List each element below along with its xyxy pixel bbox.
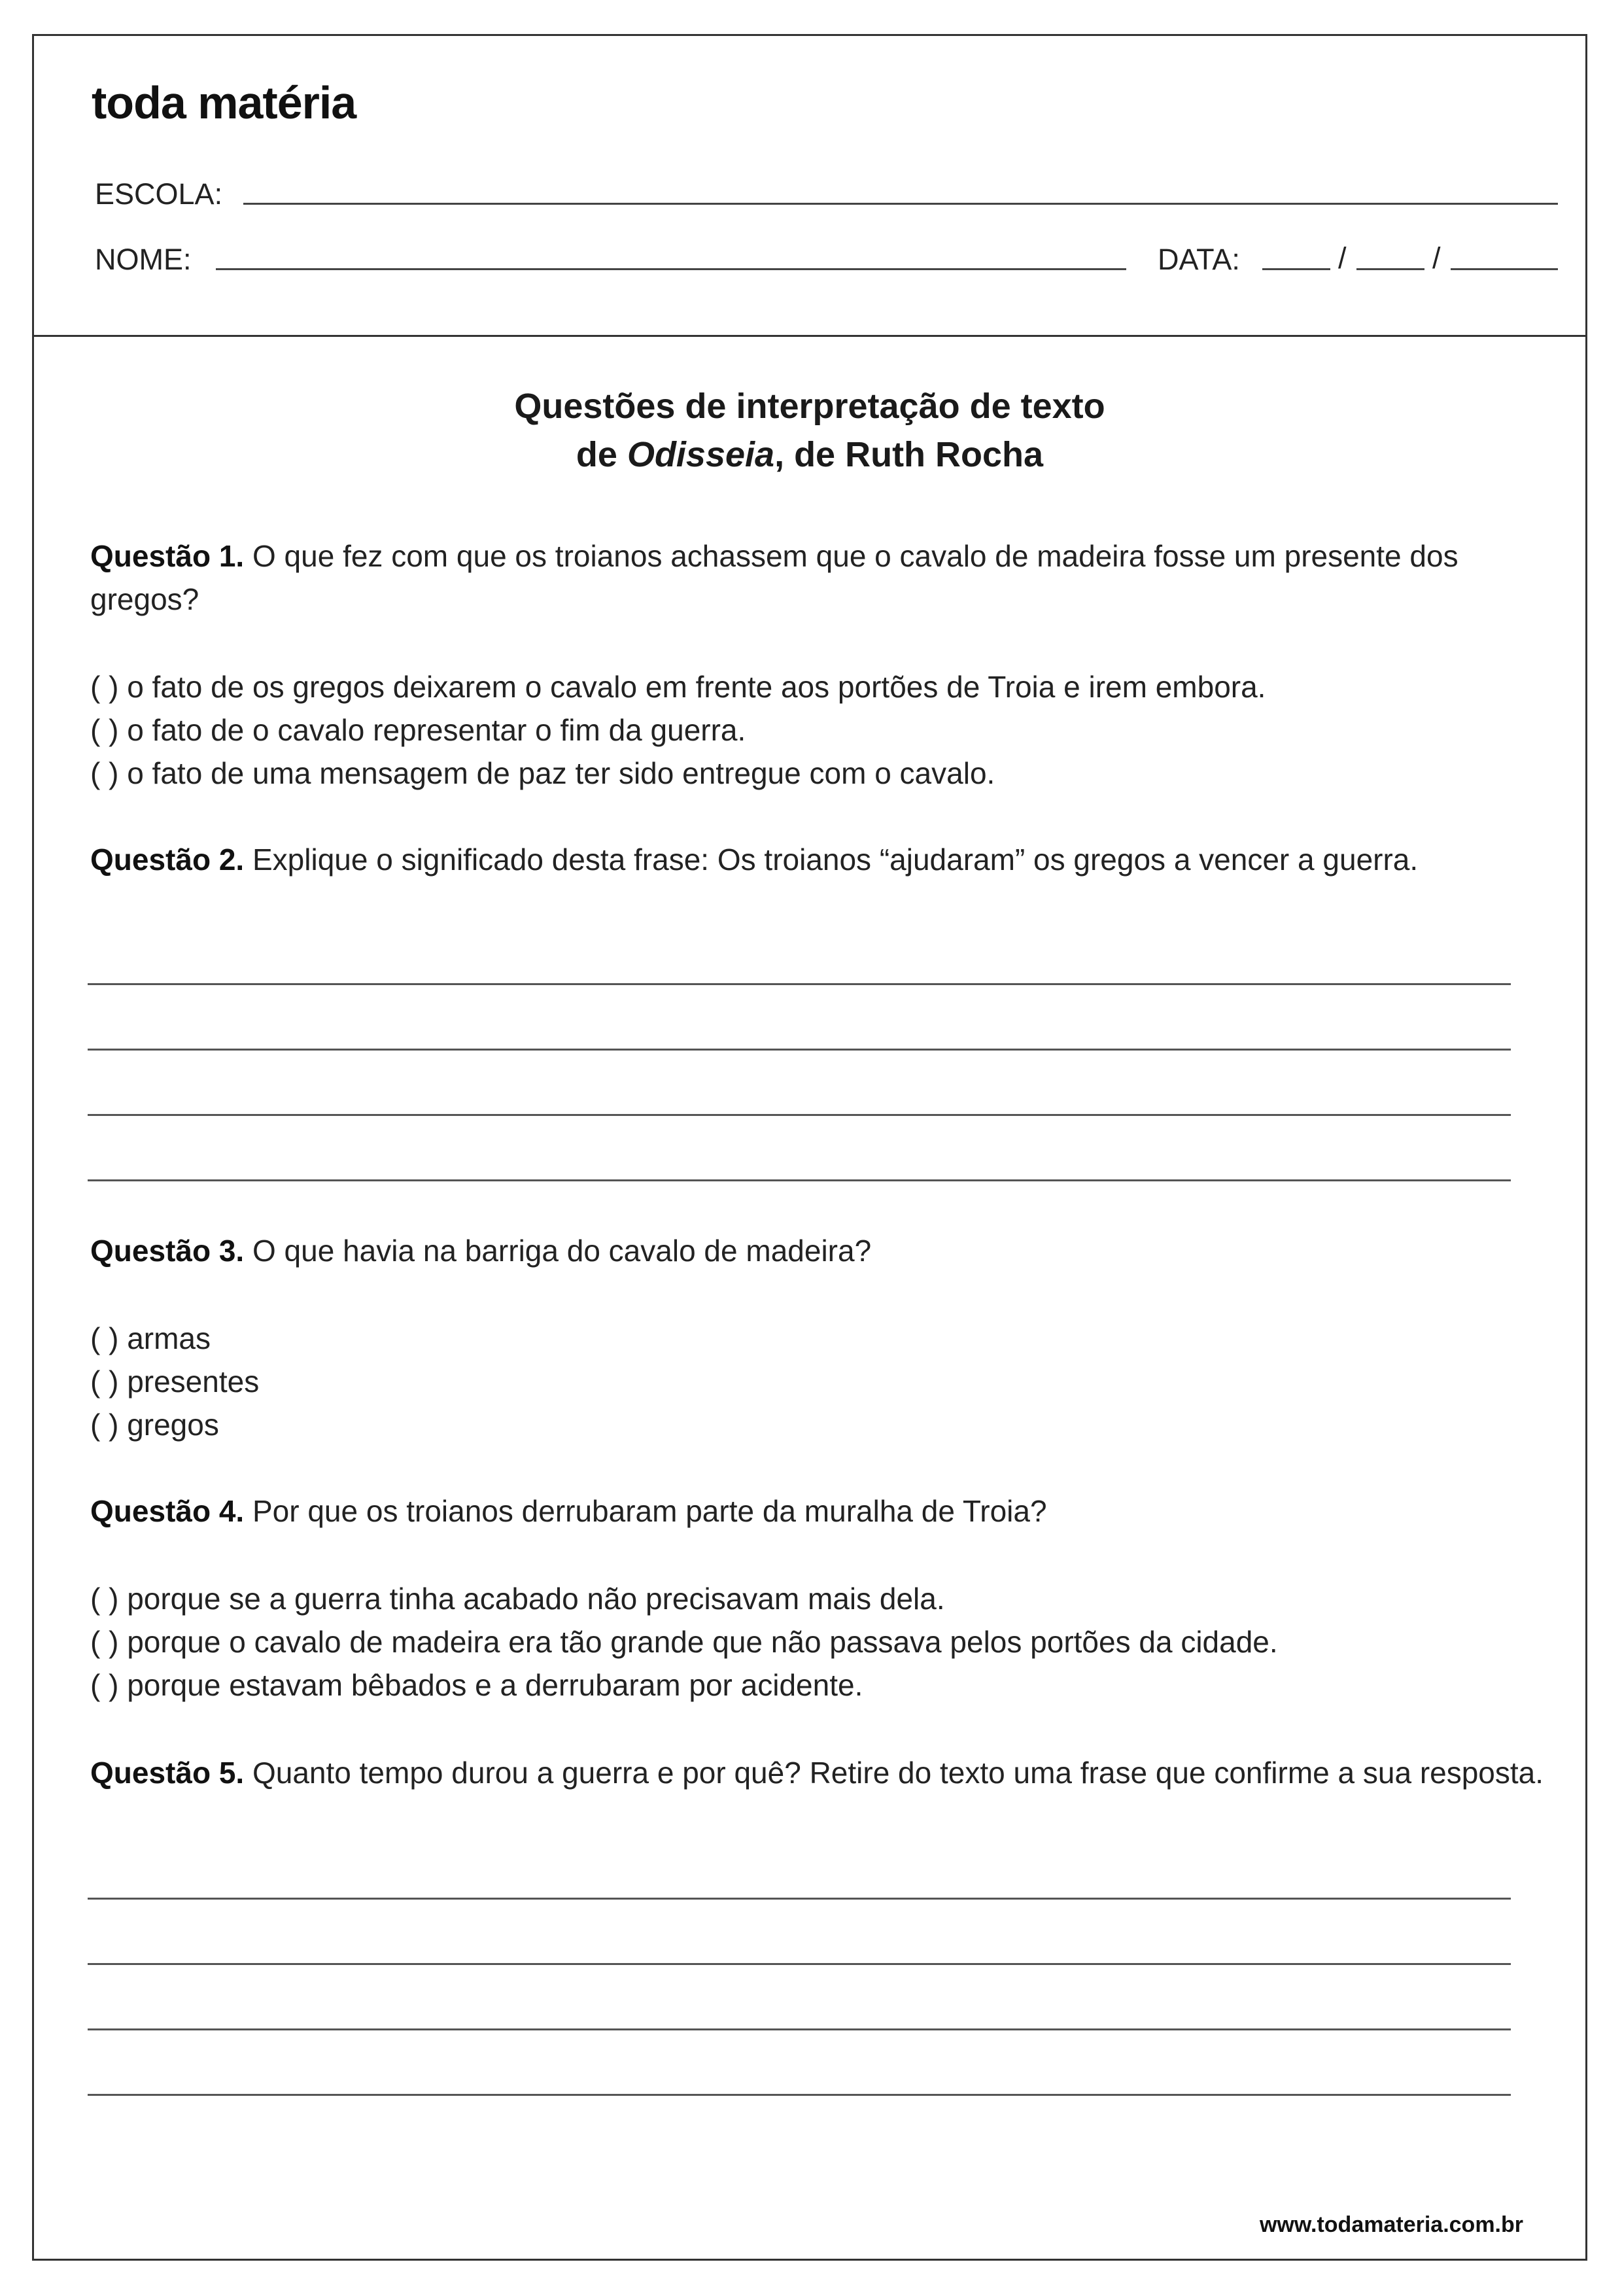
date-slash: / <box>1338 241 1347 275</box>
answer-line[interactable] <box>88 2094 1511 2096</box>
question-1 <box>90 534 1555 621</box>
worksheet-title-line2: de Odisseia, de Ruth Rocha <box>576 435 1044 474</box>
option[interactable]: ( ) armas <box>90 1321 211 1355</box>
answer-line[interactable] <box>88 983 1511 985</box>
question-text: Quanto tempo durou a guerra e por quê? Retire do texto uma frase que confirme a sua resposta. <box>244 1756 1544 1790</box>
option[interactable]: ( ) porque se a guerra tinha acabado não precisavam mais dela. <box>90 1582 945 1616</box>
date-year-line[interactable] <box>1451 268 1558 270</box>
question-3 <box>90 1229 1555 1272</box>
worksheet <box>32 34 1587 2261</box>
question-4 <box>90 1489 1555 1533</box>
option[interactable]: ( ) o fato de os gregos deixarem o cavalo em frente aos portões de Troia e irem embora. <box>90 670 1266 704</box>
escola-field-line[interactable] <box>243 203 1558 205</box>
worksheet-header <box>34 36 1585 337</box>
data-label: DATA: <box>1158 243 1240 276</box>
option[interactable]: ( ) o fato de o cavalo representar o fim da guerra. <box>90 713 746 747</box>
option[interactable]: ( ) porque estavam bêbados e a derrubaram por acidente. <box>90 1668 863 1702</box>
question-5 <box>90 1751 1555 1794</box>
answer-line[interactable] <box>88 1049 1511 1051</box>
escola-label: ESCOLA: <box>95 177 223 211</box>
question-text: Explique o significado desta frase: Os troianos “ajudaram” os gregos a vencer a guerra. <box>244 843 1419 877</box>
book-title: Odisseia <box>627 435 775 474</box>
question-label: Questão 1. <box>90 539 245 573</box>
nome-label: NOME: <box>95 243 192 276</box>
answer-line[interactable] <box>88 1898 1511 1900</box>
date-day-line[interactable] <box>1262 268 1330 270</box>
logo: toda matéria <box>92 77 356 128</box>
option[interactable]: ( ) o fato de uma mensagem de paz ter sido entregue com o cavalo. <box>90 756 995 790</box>
date-month-line[interactable] <box>1356 268 1424 270</box>
nome-field-line[interactable] <box>216 268 1126 270</box>
option[interactable]: ( ) presentes <box>90 1365 260 1399</box>
question-text: Por que os troianos derrubaram parte da muralha de Troia? <box>244 1494 1047 1528</box>
question-label: Questão 5. <box>90 1756 245 1790</box>
footer-url: www.todamateria.com.br <box>1259 2212 1523 2237</box>
answer-line[interactable] <box>88 1963 1511 1965</box>
question-label: Questão 4. <box>90 1494 245 1528</box>
answer-line[interactable] <box>88 1114 1511 1116</box>
question-2 <box>90 838 1555 881</box>
question-label: Questão 2. <box>90 843 245 877</box>
question-text: O que havia na barriga do cavalo de madeira? <box>244 1234 872 1268</box>
option[interactable]: ( ) gregos <box>90 1408 219 1442</box>
question-text: O que fez com que os troianos achassem que o cavalo de madeira fosse um presente dos gregos? <box>90 539 1458 616</box>
question-label: Questão 3. <box>90 1234 245 1268</box>
option[interactable]: ( ) porque o cavalo de madeira era tão grande que não passava pelos portões da cidade. <box>90 1625 1278 1659</box>
answer-line[interactable] <box>88 1179 1511 1181</box>
date-slash: / <box>1432 241 1441 275</box>
answer-line[interactable] <box>88 2028 1511 2030</box>
worksheet-title-line1: Questões de interpretação de texto <box>514 387 1105 426</box>
